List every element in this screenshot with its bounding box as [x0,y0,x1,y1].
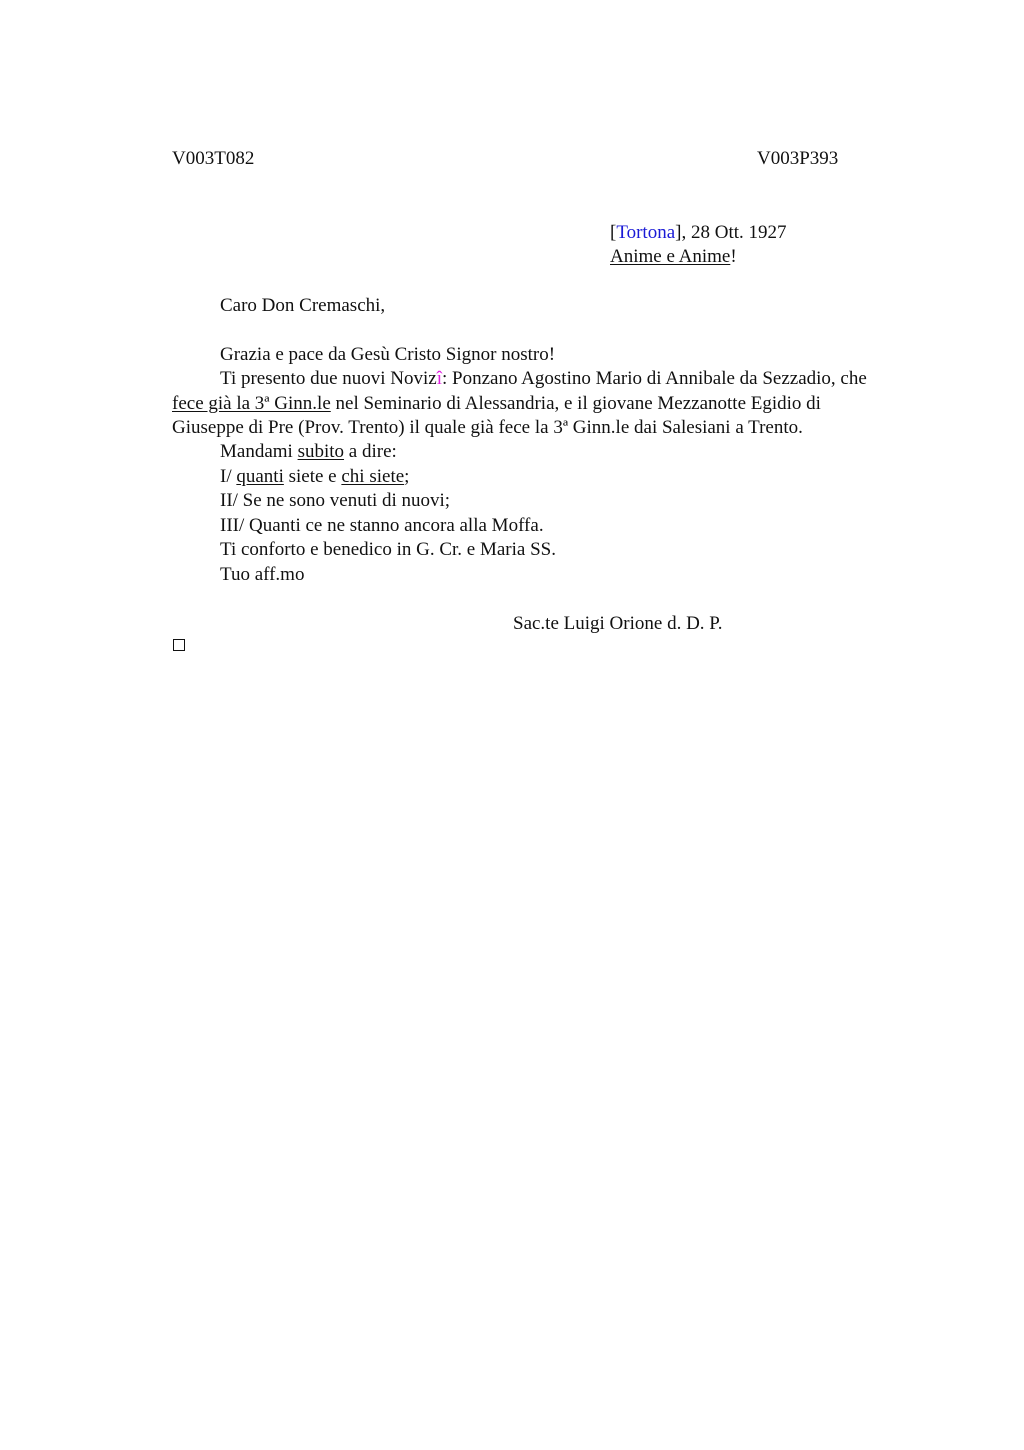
dateline [610,221,787,246]
p1-text-b: : Ponzano Agostino Mario di Annibale da Sezzadio, che [442,368,867,389]
list-item-2: II/ Se ne sono venuti di nuovi; [220,490,451,511]
request-underlined: subito [297,441,345,462]
list-item-3: III/ Quanti ce ne stanno ancora alla Moffa. [220,515,544,536]
closing-line: Tuo aff.mo [220,564,305,585]
salutation: Caro Don Cremaschi, [220,295,386,316]
item1-number: I/ [220,466,237,487]
letter-date: , 28 Ott. 1927 [681,222,787,243]
place-name: Tortona [616,222,676,243]
motto-exclamation: ! [730,246,737,267]
p1-text-a: Ti presento due nuovi Noviz [220,368,437,389]
p1-underlined: fece già la 3ª Ginn.le [172,392,331,414]
motto [610,245,737,270]
list-item-1 [220,465,409,490]
item1-end: ; [404,466,410,487]
header-right-code: V003P393 [757,148,839,169]
p1-mark: î [436,368,443,389]
header-left-code: V003T082 [172,148,255,169]
checkbox-square-icon [173,639,185,651]
request-line [220,440,397,465]
request-b: a dire: [344,441,397,462]
greeting-line: Grazia e pace da Gesù Cristo Signor nostro! [220,344,556,365]
item1-middle: siete e [283,466,342,487]
signature: Sac.te Luigi Orione d. D. P. [513,613,723,634]
bracket-open: [ [610,222,617,243]
paragraph-novices [172,367,892,441]
motto-text: Anime e Anime [610,246,731,267]
request-a: Mandami [220,441,298,462]
item1-underlined-1: quanti [236,466,284,487]
p1-text-c: nel Seminario di Alessandria, e il giovane Mezzanotte Egidio di Giuseppe di Pre (Prov. Trento) il quale già fece la 3ª Ginn.le dai Salesiani a Trento. [172,392,821,438]
bracket-close: ] [675,222,682,243]
blessing-line: Ti conforto e benedico in G. Cr. e Maria SS. [220,539,556,560]
item1-underlined-2: chi siete [341,466,405,487]
